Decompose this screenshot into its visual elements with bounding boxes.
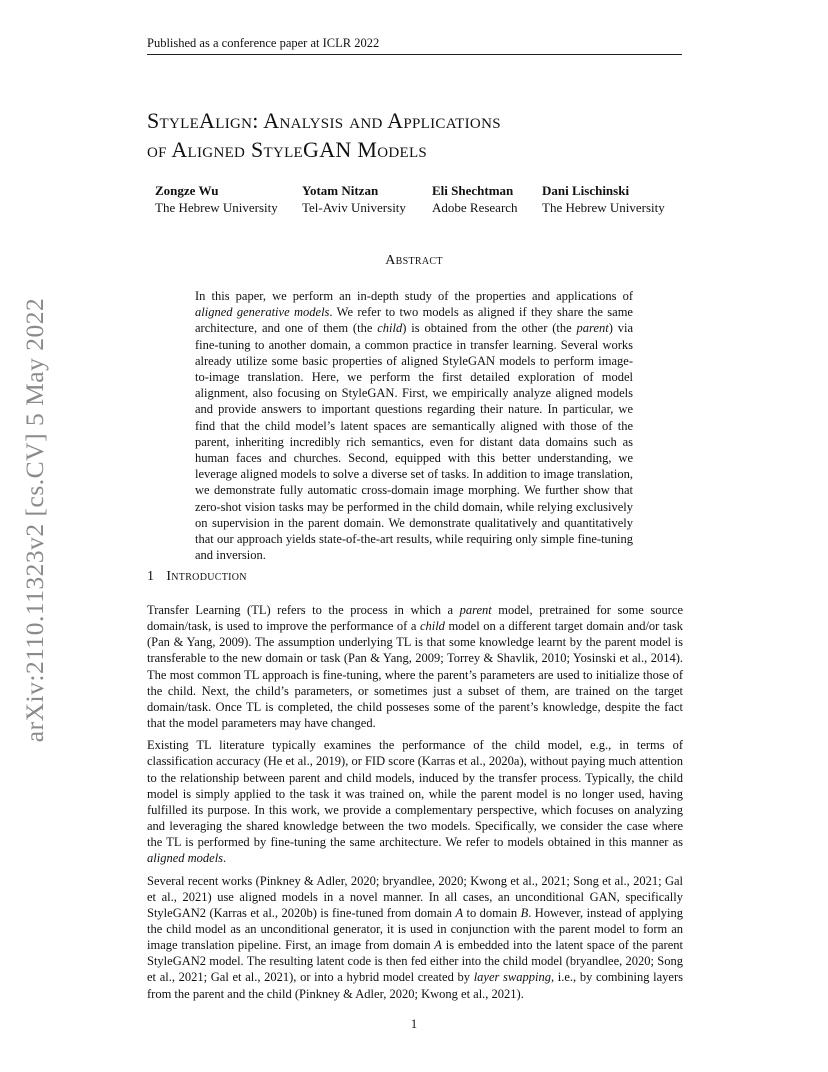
paragraph: Transfer Learning (TL) refers to the process in which a parent model, pretrained for some source domain/task, is used to improve the performance of a child model on a different target domain and/or task (Pan & Yang, 2009). The assumption underlying TL is that some knowledge learnt by the parent model is transferable to the new domain or task (Pan & Yang, 2009; Torrey & Shavlik, 2010; Yosinski et al., 2014). The most common TL approach is fine-tuning, where the parent’s parameters are used to initialize those of the child. Next, the child’s parameters, or sometimes just a subset of them, are trained on the target domain/task. Once TL is completed, the child posseses some of the parent’s knowledge, despite the fact that the model parameters may have changed. xyxy=(147,603,683,731)
header-rule xyxy=(147,54,682,55)
title-line-1: StyleAlign: Analysis and Applications xyxy=(147,108,501,133)
author-affiliation: Adobe Research xyxy=(432,200,518,215)
page-number: 1 xyxy=(410,1017,418,1031)
running-head: Published as a conference paper at ICLR 2022 xyxy=(147,36,380,50)
author-name: Eli Shechtman xyxy=(432,183,514,198)
paper-title xyxy=(147,106,687,164)
arxiv-identifier-text: arXiv:2110.11323v2 [cs.CV] 5 May 2022 xyxy=(20,297,49,743)
author-1 xyxy=(155,182,278,216)
author-name: Zongze Wu xyxy=(155,183,219,198)
section-title: Introduction xyxy=(166,569,247,584)
author-name: Dani Lischinski xyxy=(542,183,630,198)
title-line-2: of Aligned StyleGAN Models xyxy=(147,137,428,162)
paragraph: Existing TL literature typically examines the performance of the child model, e.g., in terms of classification accuracy (He et al., 2019), or FID score (Karras et al., 2020a), without paying much attention to the relationship between parent and child models, induced by the transfer process. Typically, the child model is simply applied to the task it was trained on, while the parent model is no longer used, having fulfilled its purpose. In this work, we provide a complementary perspective, which focuses on analyzing and leveraging the shared knowledge between the two models. Specifically, we consider the case where the TL is performed by fine-tuning the same architecture. We refer to models obtained in this manner as aligned models. xyxy=(147,738,683,866)
author-4 xyxy=(542,182,665,216)
author-affiliation: The Hebrew University xyxy=(542,200,665,215)
section-number: 1 xyxy=(147,569,155,584)
author-2 xyxy=(302,182,406,216)
arxiv-identifier xyxy=(18,285,52,755)
author-name: Yotam Nitzan xyxy=(302,183,379,198)
abstract-body: In this paper, we perform an in-depth study of the properties and applications of aligned generative models. We refer to two models as aligned if they share the same architecture, and one of them (the child) is obtained from the other (the parent) via fine-tuning to another domain, a common practice in transfer learning. Several works already utilize some basic properties of aligned StyleGAN models to perform image-to-image translation. Here, we perform the first detailed exploration of model alignment, also focusing on StyleGAN. First, we empirically analyze aligned models and provide answers to important questions regarding their nature. In particular, we find that the child model’s latent spaces are semantically aligned with those of the parent, inheriting incredibly rich semantics, even for distant data domains such as human faces and churches. Second, equipped with this better understanding, we leverage aligned models to solve a diverse set of tasks. In addition to image translation, we demonstrate fully automatic cross-domain image morphing. We further show that zero-shot vision tasks may be performed in the child domain, while relying exclusively on supervision in the parent domain. We demonstrate qualitatively and quantitatively that our approach yields state-of-the-art results, while requiring only simple fine-tuning and inversion. xyxy=(195,289,634,563)
author-affiliation: Tel-Aviv University xyxy=(302,200,406,215)
author-3 xyxy=(432,182,518,216)
introduction-body xyxy=(147,602,683,1008)
section-heading xyxy=(147,569,247,585)
abstract-heading: Abstract xyxy=(385,253,443,268)
author-affiliation: The Hebrew University xyxy=(155,200,278,215)
paragraph: Several recent works (Pinkney & Adler, 2020; bryandlee, 2020; Kwong et al., 2021; Song et al., 2021; Gal et al., 2021) use aligned models in a novel manner. In all cases, an unconditional GAN, specifically StyleGAN2 (Karras et al., 2020b) is fine-tuned from domain A to domain B. However, instead of applying the child model as an unconditional generator, it is used in conjunction with the parent model to form an image translation pipeline. First, an image from domain A is embedded into the latent space of the parent StyleGAN2 model. The resulting latent code is then fed either into the child model (bryandlee, 2020; Song et al., 2021; Gal et al., 2021), or into a hybrid model created by layer swapping, i.e., by combining layers from the parent and the child (Pinkney & Adler, 2020; Kwong et al., 2021). xyxy=(147,873,683,1001)
